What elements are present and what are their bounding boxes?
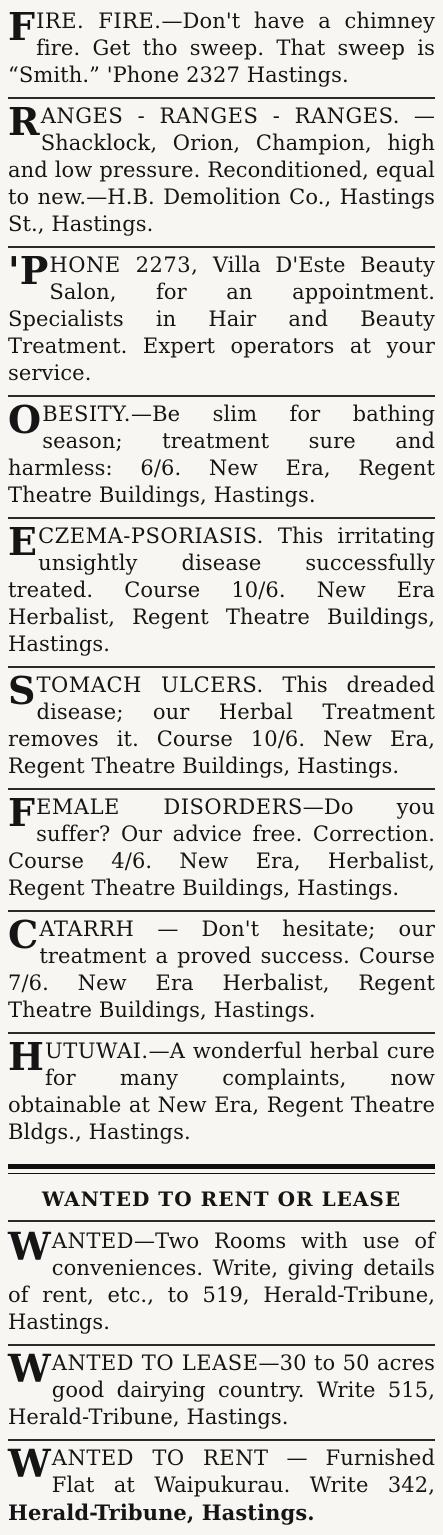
drop-cap: W <box>8 1441 51 1486</box>
ad-body: —A wonderful herbal cure for many complaints, now obtainable at New Era, Regent Theatre Bldgs., Hastings. <box>8 1039 435 1144</box>
drop-cap: C <box>8 912 39 957</box>
drop-cap: W <box>8 1224 51 1269</box>
drop-cap: E <box>8 519 38 564</box>
drop-cap: H <box>8 1034 45 1079</box>
ad-lead: HONE 2273, <box>49 253 199 277</box>
ad-eczema <box>8 517 435 666</box>
ad-lead: TOMACH ULCERS. <box>36 673 264 697</box>
ad-female-disorders <box>8 788 435 910</box>
drop-cap: F <box>8 4 36 49</box>
ad-catarrh <box>8 910 435 1032</box>
heading-divider <box>8 1220 435 1222</box>
ad-obesity <box>8 395 435 517</box>
ad-lead: ANTED TO RENT <box>51 1446 269 1470</box>
ad-bold-tail: Herald-Tribune, Hastings. <box>8 1500 315 1525</box>
ad-body: —Be slim for bathing season; treatment sure and harmless: 6/6. New Era, Regent Theatre Buildings, Hastings. <box>8 402 435 507</box>
drop-cap: F <box>8 790 36 835</box>
ad-body: Villa D'Este Beauty Salon, for an appointment. Specialists in Hair and Beauty Treatment. Expert operators at your service. <box>8 253 435 385</box>
ad-body: —Don't have a chimney fire. Get tho sweep. That sweep is “Smith.” 'Phone 2327 Hastings. <box>8 9 435 87</box>
drop-cap: S <box>8 668 36 713</box>
ad-lead: BESITY. <box>42 402 131 426</box>
ad-body: — Don't hesitate; our treatment a proved success. Course 7/6. New Era Herbalist, Regent Theatre Buildings, Hastings. <box>8 917 435 1022</box>
drop-cap: W <box>8 1346 51 1391</box>
ad-lead: UTUWAI. <box>45 1039 149 1063</box>
ad-lead: EMALE DISORDERS <box>36 795 303 819</box>
ad-lead: ANGES - RANGES - RANGES. <box>40 104 400 128</box>
section-divider-thick <box>8 1164 435 1169</box>
ad-ranges <box>8 97 435 246</box>
ad-lead: ANTED TO LEASE <box>51 1351 259 1375</box>
ad-body: This irritating unsightly disease successfully treated. Course 10/6. New Era Herbalist, Regent Theatre Buildings, Hastings. <box>8 524 435 656</box>
drop-cap: O <box>8 397 42 442</box>
drop-cap: 'P <box>8 248 49 293</box>
ad-lead: ATARRH <box>39 917 135 941</box>
ad-body: —Two Rooms with use of conveniences. Write, giving details of rent, etc., to 519, Herald-Tribune, Hastings. <box>8 1229 435 1334</box>
section-divider-thin <box>8 1173 435 1174</box>
ad-lead: IRE. FIRE. <box>36 9 162 33</box>
ad-body: —Do you suffer? Our advice free. Correction. Course 4/6. New Era, Herbalist, Regent Theatre Buildings, Hastings. <box>8 795 435 900</box>
ad-lead: ANTED <box>51 1229 134 1253</box>
ad-hutuwai <box>8 1032 435 1154</box>
ad-body: This dreaded disease; our Herbal Treatment removes it. Course 10/6. New Era, Regent Theatre Buildings, Hastings. <box>8 673 435 778</box>
ad-wanted-rooms <box>8 1226 435 1344</box>
ad-fire <box>8 6 435 97</box>
ad-beauty-salon <box>8 246 435 395</box>
section-heading: WANTED TO RENT OR LEASE <box>41 1187 402 1211</box>
ad-body: — Furnished Flat at Waipukurau. Write 342, <box>51 1446 435 1497</box>
ad-body: — Shacklock, Orion, Champion, high and low pressure. Reconditioned, equal to new.—H.B. Demolition Co., Hastings St., Hastings. <box>8 104 435 236</box>
drop-cap: R <box>8 99 40 144</box>
ad-wanted-rent <box>8 1439 435 1535</box>
ad-stomach-ulcers <box>8 666 435 788</box>
ad-lead: CZEMA-PSORIASIS. <box>38 524 264 548</box>
ad-wanted-lease <box>8 1344 435 1439</box>
ad-body: —30 to 50 acres good dairying country. Write 515, Herald-Tribune, Hastings. <box>8 1351 436 1429</box>
